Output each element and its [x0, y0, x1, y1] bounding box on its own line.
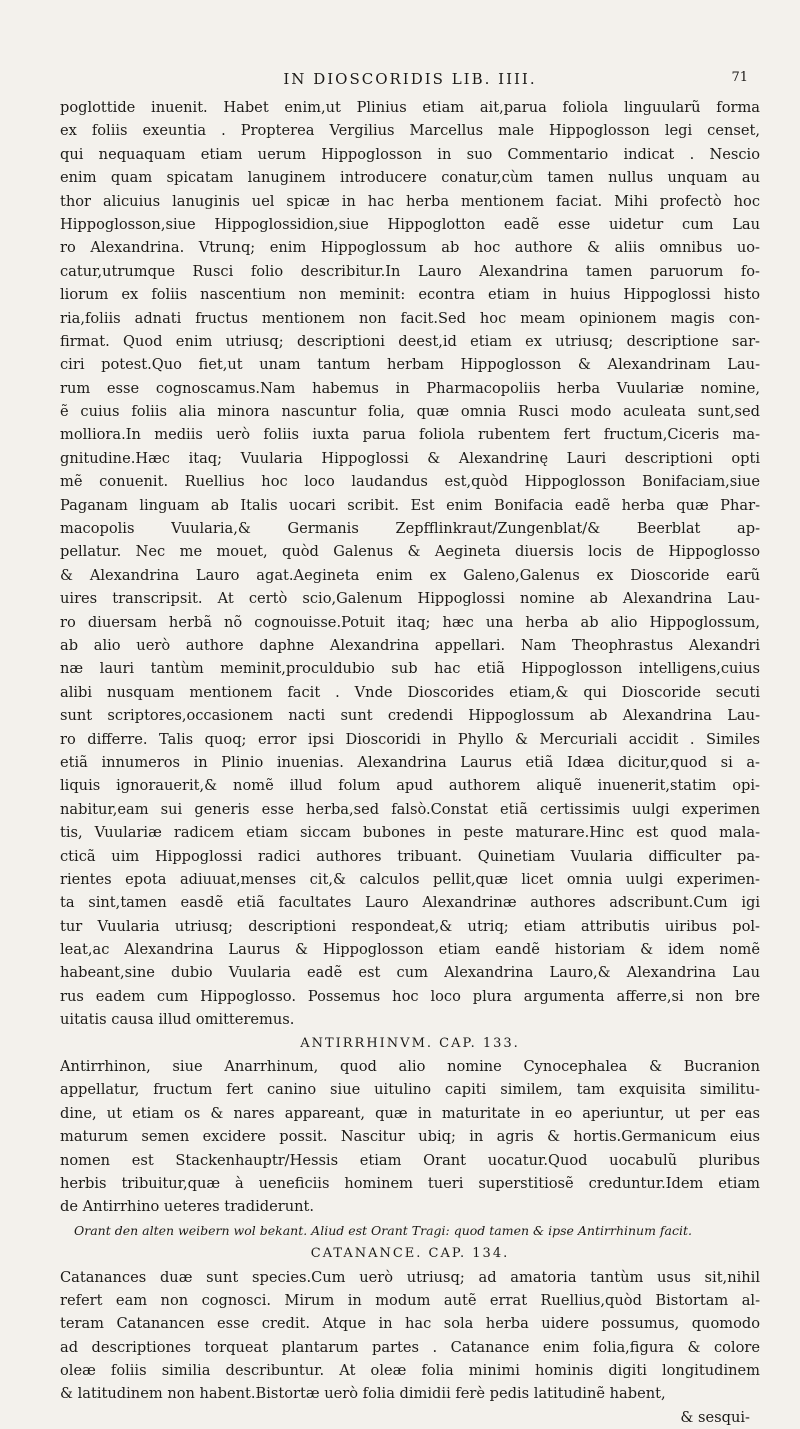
text-line: maturum semen excidere possit. Nascitur ubiq; in agris & hortis.Germanicum eius — [60, 1128, 760, 1146]
running-head — [60, 70, 760, 92]
text-line: uitatis causa illud omitteremus. — [60, 1011, 295, 1029]
page-number: 71 — [731, 70, 748, 85]
section-heading-antirrhinum: ANTIRRHINVM. CAP. 133. — [300, 1035, 520, 1051]
text-line: Antirrhinon, siue Anarrhinum, quod alio nomine Cynocephalea & Bucranion — [60, 1058, 760, 1076]
text-line: Paganam linguam ab Italis uocari scribit. Est enim Bonifacia eadẽ herba quæ Phar- — [60, 496, 760, 514]
text-line: nomen est Stackenhauptr/Hessis etiam Orant uocatur.Quod uocabulũ pluribus — [60, 1151, 760, 1169]
text-line: uires transcripsit. At certò scio,Galenum Hippoglossi nomine ab Alexandrina Lau- — [60, 590, 760, 608]
text-line: leat,ac Alexandrina Laurus & Hippoglosson etiam eandẽ historiam & idem nomẽ — [60, 941, 760, 959]
text-line: ciri potest.Quo fiet,ut unam tantum herbam Hippoglosson & Alexandrinam Lau- — [60, 356, 760, 374]
text-line: ro Alexandrina. Vtrunq; enim Hippoglossum ab hoc authore & aliis omnibus uo- — [60, 239, 760, 257]
text-line: catur,utrumque Rusci folio describitur.In Lauro Alexandrina tamen paruorum fo- — [60, 262, 760, 280]
text-line: alibi nusquam mentionem facit . Vnde Dioscorides etiam,& qui Dioscoride secuti — [60, 683, 760, 701]
text-line: ex foliis exeuntia . Propterea Vergilius Marcellus male Hippoglosson legi censet, — [60, 122, 760, 140]
text-line: & Alexandrina Lauro agat.Aegineta enim ex Galeno,Galenus ex Dioscoride earũ — [60, 566, 760, 584]
text-line: oleæ foliis similia describuntur. At oleæ folia minimi hominis digiti longitudinem — [60, 1362, 760, 1380]
german-rhyme: Orant den alten weibern wol bekant. Aliud est Orant Tragi: quod tamen & ipse Antirrhinum facit. — [74, 1222, 692, 1238]
text-line: qui nequaquam etiam uerum Hippoglosson in suo Commentario indicat . Nescio — [60, 145, 760, 163]
text-line: etiã innumeros in Plinio inuenias. Alexandrina Laurus etiã Idæa dicitur,quod si a- — [60, 753, 760, 771]
text-line: teram Catanancen esse credit. Atque in hac sola herba uidere possumus, quomodo — [60, 1315, 760, 1333]
text-line: habeant,sine dubio Vuularia eadẽ est cum Alexandrina Lauro,& Alexandrina Lau — [60, 964, 760, 982]
text-line: tis, Vuulariæ radicem etiam siccam bubones in peste maturare.Hinc est quod mala- — [60, 824, 760, 842]
text-line: sunt scriptores,occasionem nacti sunt credendi Hippoglossum ab Alexandrina Lau- — [60, 707, 760, 725]
text-line: macopolis Vuularia,& Germanis Zepfflinkraut/Zungenblat/& Beerblat ap- — [60, 520, 760, 538]
text-line: liquis ignorauerit,& nomẽ illud folum apud authorem aliquẽ inuenerit,statim opi- — [60, 777, 760, 795]
text-line: enim quam spicatam lanuginem introducere conatur,cùm tamen nullus unquam au — [60, 169, 760, 187]
text-line: tur Vuularia utriusq; descriptioni respondeat,& utriq; etiam attributis uiribus pol- — [60, 917, 760, 935]
catchword: & sesqui- — [680, 1408, 750, 1426]
text-line: firmat. Quod enim utriusq; descriptioni deest,id etiam ex utriusq; descriptione sar- — [60, 332, 760, 350]
text-line: Catanances duæ sunt species.Cum uerò utriusq; ad amatoria tantùm usus sit,nihil — [60, 1268, 760, 1286]
section-heading-catanance: CATANANCE. CAP. 134. — [310, 1246, 510, 1262]
section-catanance-text — [60, 1266, 760, 1406]
text-line: herbis tribuitur,quæ à ueneficiis hominem tueri superstitiosẽ creduntur.Idem etiam — [60, 1174, 760, 1192]
text-line: rus eadem cum Hippoglosso. Possemus hoc loco plura argumenta afferre,si non bre — [60, 987, 760, 1005]
text-line: appellatur, fructum fert canino siue uitulino capiti similem, tam exquisita similitu- — [60, 1081, 760, 1099]
section-hippoglosson-text — [60, 96, 760, 1032]
text-line: mẽ conuenit. Ruellius hoc loco laudandus est,quòd Hippoglosson Bonifaciam,siue — [60, 473, 760, 491]
text-line: gnitudine.Hæc itaq; Vuularia Hippoglossi & Alexandrinę Lauri descriptioni opti — [60, 449, 760, 467]
running-title: IN DIOSCORIDIS LIB. IIII. — [283, 70, 537, 88]
text-line: ria,foliis adnati fructus mentionem non facit.Sed hoc meam opinionem magis con- — [60, 309, 760, 327]
text-line: ta sint,tamen easdẽ etiã facultates Lauro Alexandrinæ authores adscribunt.Cum igi — [60, 894, 760, 912]
text-line: Hippoglosson,siue Hippoglossidion,siue Hippoglotton eadẽ esse uidetur cum Lau — [60, 215, 760, 233]
text-line: molliora.In mediis uerò foliis iuxta parua foliola rubentem fert fructum,Ciceris ma- — [60, 426, 760, 444]
text-line: ad descriptiones torqueat plantarum partes . Catanance enim folia,figura & colore — [60, 1338, 760, 1356]
text-line: thor alicuius lanuginis uel spicæ in hac herba mentionem faciat. Mihi profectò hoc — [60, 192, 760, 210]
text-line: & latitudinem non habent.Bistortæ uerò folia dimidii ferè pedis latitudinẽ habent, — [60, 1385, 666, 1403]
text-line: dine, ut etiam os & nares appareant, quæ in maturitate in eo aperiuntur, ut per eas — [60, 1104, 760, 1122]
text-line: næ lauri tantùm meminit,proculdubio sub hac etiã Hippoglosson intelligens,cuius — [60, 660, 760, 678]
text-line: cticã uim Hippoglossi radici authores tribuant. Quinetiam Vuularia difficulter pa- — [60, 847, 760, 865]
text-line: de Antirrhino ueteres tradiderunt. — [60, 1198, 315, 1216]
text-line: liorum ex foliis nascentium non meminit: econtra etiam in huius Hippoglossi histo — [60, 286, 760, 304]
text-line: refert eam non cognosci. Mirum in modum autẽ errat Ruellius,quòd Bistortam al- — [60, 1291, 760, 1309]
text-line: ẽ cuius foliis alia minora nascuntur folia, quæ omnia Rusci modo aculeata sunt,sed — [60, 403, 760, 421]
text-line: pellatur. Nec me mouet, quòd Galenus & Aegineta diuersis locis de Hippoglosso — [60, 543, 760, 561]
section-antirrhinum-text — [60, 1055, 760, 1219]
text-line: rum esse cognoscamus.Nam habemus in Pharmacopoliis herba Vuulariæ nomine, — [60, 379, 760, 397]
text-line: ro diuersam herbã nõ cognouisse.Potuit itaq; hæc una herba ab alio Hippoglossum, — [60, 613, 760, 631]
text-line: rientes epota adiuuat,menses cit,& calculos pellit,quæ licet omnia uulgi experimen- — [60, 870, 760, 888]
text-line: poglottide inuenit. Habet enim,ut Plinius etiam ait,parua foliola linguularũ forma — [60, 99, 760, 116]
text-line: nabitur,eam sui generis esse herba,sed falsò.Constat etiã certissimis uulgi experimen — [60, 800, 760, 818]
text-line: ab alio uerò authore daphne Alexandrina appellari. Nam Theophrastus Alexandri — [60, 636, 760, 654]
text-line: ro differre. Talis quoq; error ipsi Dioscoridi in Phyllo & Mercuriali accidit . Similes — [60, 730, 760, 748]
